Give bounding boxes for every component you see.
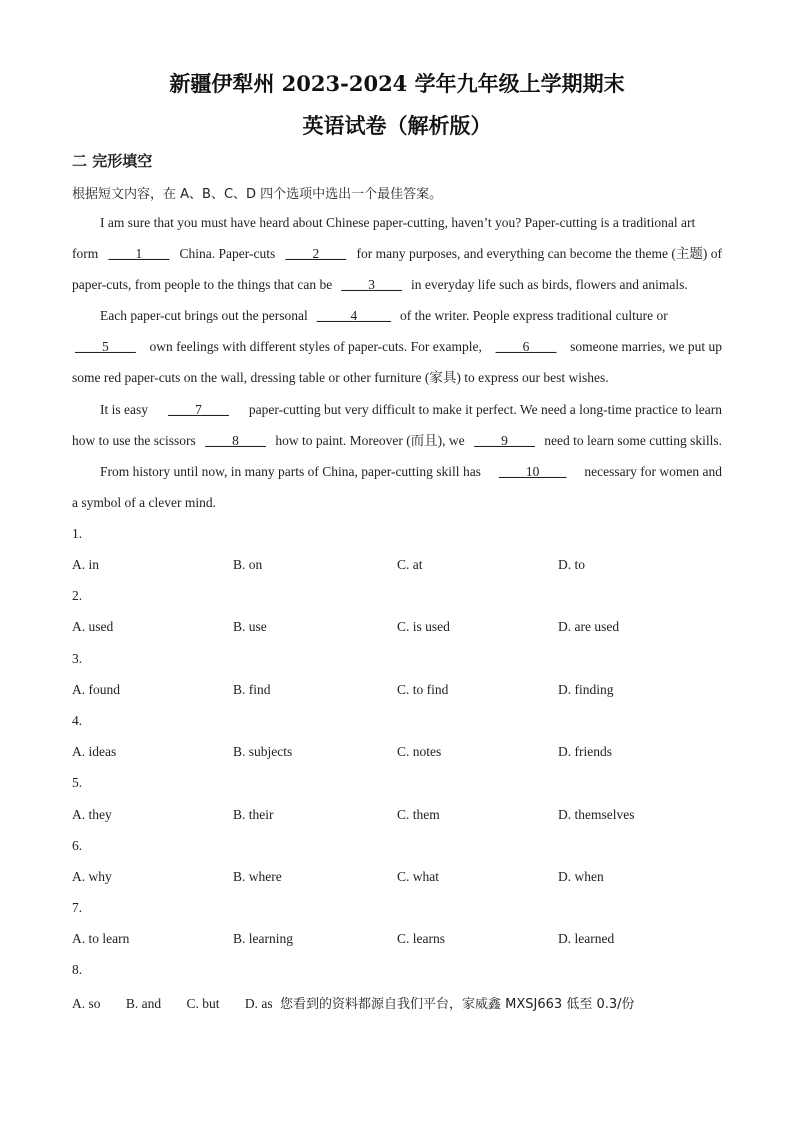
question-number: 8. — [72, 962, 83, 977]
option-b[interactable]: B. learning — [233, 931, 293, 946]
option-b[interactable]: B. on — [233, 557, 263, 572]
passage-line — [72, 331, 722, 362]
passage-text: a symbol of a clever mind. — [72, 495, 216, 510]
option-a[interactable]: A. to learn — [72, 931, 130, 946]
question-8-options — [72, 993, 657, 1012]
passage-line — [72, 238, 722, 269]
passage-line — [72, 362, 722, 393]
option-c[interactable]: C. is used — [397, 619, 450, 634]
passage-text: I am sure that you must have heard about Chinese paper-cutting, haven’t you? Paper-cutting is a traditional art — [100, 215, 696, 230]
blank-2: ____2____ — [285, 246, 347, 261]
blank-9: ____9____ — [474, 433, 535, 448]
passage-line — [72, 269, 722, 300]
question-number: 4. — [72, 713, 83, 728]
option-c[interactable]: C. notes — [397, 744, 442, 759]
passage-text: for many purposes, and everything can become the theme (主题) of — [356, 246, 722, 261]
passage-paragraph-3 — [72, 394, 722, 456]
option-a[interactable]: A. in — [72, 557, 99, 572]
passage-text: Each paper-cut brings out the personal — [100, 308, 308, 323]
passage-text: paper-cutting but very difficult to make it perfect. We need a long-time practice to learn — [248, 402, 722, 417]
option-d[interactable]: D. are used — [558, 619, 620, 634]
option-d[interactable]: D. when — [558, 869, 604, 884]
question-number: 6. — [72, 838, 83, 853]
option-d[interactable]: D. to — [558, 557, 585, 572]
blank-10: ____10____ — [498, 464, 567, 479]
option-d[interactable]: D. as — [244, 996, 273, 1011]
option-d[interactable]: D. learned — [558, 931, 615, 946]
option-c[interactable]: C. them — [397, 807, 440, 822]
passage-line — [72, 300, 722, 331]
passage-paragraph-1 — [72, 207, 722, 300]
blank-1: ____1____ — [108, 246, 170, 261]
passage-text: how to paint. Moreover (而且), we — [275, 433, 465, 448]
option-b[interactable]: B. their — [233, 807, 274, 822]
option-c[interactable]: C. what — [397, 869, 439, 884]
passage-text: From history until now, in many parts of China, paper-cutting skill has — [100, 464, 481, 479]
blank-6: ____6____ — [495, 339, 557, 354]
option-c[interactable]: C. to find — [397, 682, 449, 697]
document-title: 新疆伊犁州 2023-2024 学年九年级上学期期末 — [169, 71, 625, 96]
blank-7: ____7____ — [168, 402, 229, 417]
option-b[interactable]: B. where — [233, 869, 282, 884]
document-subtitle: 英语试卷（解析版） — [302, 113, 492, 138]
option-b[interactable]: B. and — [125, 996, 162, 1011]
passage-text: in everyday life such as birds, flowers and animals. — [411, 277, 688, 292]
instruction-text: 根据短文内容，在 A、B、C、D 四个选项中选出一个最佳答案。 — [72, 187, 443, 202]
option-d[interactable]: D. friends — [558, 744, 612, 759]
passage-text: paper-cuts, from people to the things that can be — [72, 277, 333, 292]
passage-text: someone marries, we put up — [570, 339, 722, 354]
blank-3: ____3____ — [341, 277, 403, 292]
passage-text: necessary for women and — [584, 464, 722, 479]
option-a[interactable]: A. so — [72, 996, 101, 1011]
passage-text: some red paper-cuts on the wall, dressing table or other furniture (家具) to express our best wishes. — [72, 370, 609, 385]
question-number: 1. — [72, 526, 83, 541]
passage-line — [72, 456, 722, 487]
passage-paragraph-4 — [72, 456, 722, 518]
option-a[interactable]: A. they — [72, 807, 112, 822]
question-number: 2. — [72, 588, 83, 603]
option-a[interactable]: A. used — [72, 619, 114, 634]
passage-text: own feelings with different styles of paper-cuts. For example, — [149, 339, 482, 354]
passage-text: It is easy — [100, 402, 148, 417]
blank-5: ____5____ — [75, 339, 136, 354]
option-b[interactable]: B. use — [233, 619, 267, 634]
question-number: 3. — [72, 651, 83, 666]
option-c[interactable]: C. but — [186, 996, 220, 1011]
option-d[interactable]: D. themselves — [558, 807, 635, 822]
question-number: 7. — [72, 900, 83, 915]
passage-text: form — [72, 246, 99, 261]
option-b[interactable]: B. find — [233, 682, 271, 697]
option-b[interactable]: B. subjects — [233, 744, 293, 759]
option-d[interactable]: D. finding — [558, 682, 614, 697]
passage-line — [72, 207, 722, 238]
section-title: 二 完形填空 — [72, 152, 153, 170]
option-a[interactable]: A. ideas — [72, 744, 117, 759]
option-c[interactable]: C. at — [397, 557, 423, 572]
passage-line — [72, 394, 722, 425]
option-c[interactable]: C. learns — [397, 931, 445, 946]
passage-paragraph-2 — [72, 300, 722, 393]
passage-text: need to learn some cutting skills. — [544, 433, 722, 448]
option-a[interactable]: A. why — [72, 869, 112, 884]
passage-text: how to use the scissors — [72, 433, 196, 448]
promo-text: 您看到的资料都源自我们平台，家威鑫 MXSJ663 低至 0.3/份 — [280, 997, 635, 1012]
blank-4: _____4_____ — [316, 308, 392, 323]
blank-8: ____8____ — [205, 433, 266, 448]
passage-line — [72, 425, 722, 456]
option-a[interactable]: A. found — [72, 682, 120, 697]
question-number: 5. — [72, 775, 83, 790]
passage-text: of the writer. People express traditional culture or — [400, 308, 668, 323]
passage-text: China. Paper-cuts — [179, 246, 276, 261]
passage-line — [72, 487, 722, 518]
